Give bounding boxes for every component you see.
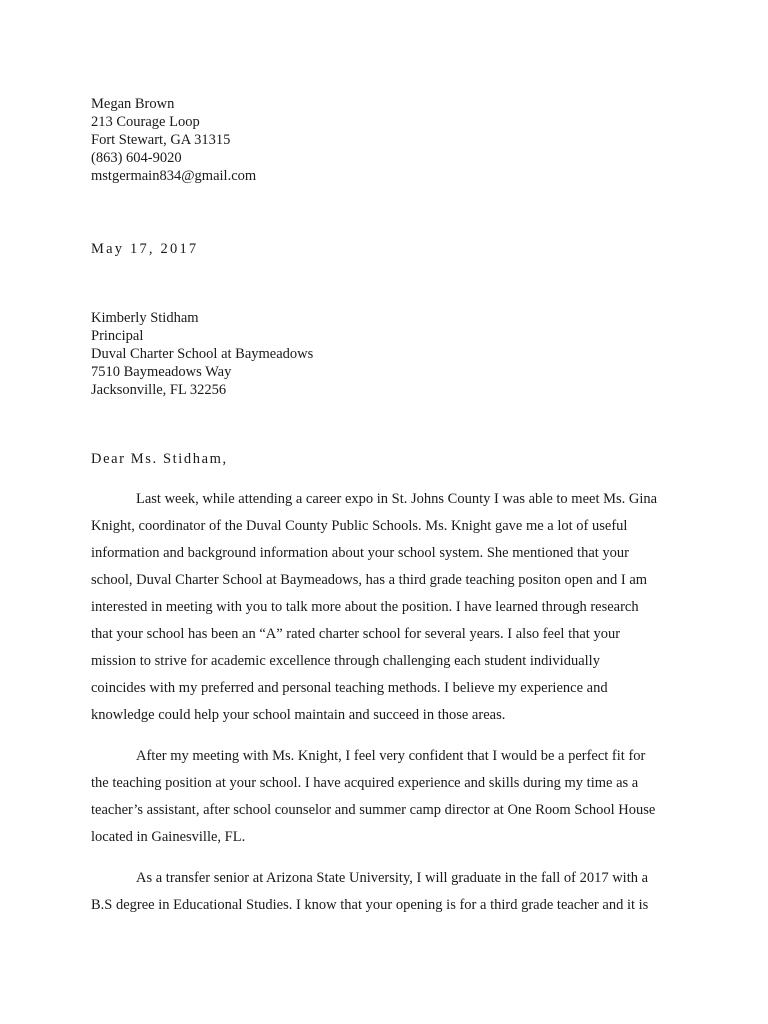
paragraph-line: teacher’s assistant, after school counselor and summer camp director at One Room School House bbox=[91, 802, 656, 818]
body-paragraph-2 bbox=[91, 747, 681, 855]
sender-address-block bbox=[91, 95, 256, 185]
paragraph-line: Knight, coordinator of the Duval County Public Schools. Ms. Knight gave me a lot of useful bbox=[91, 518, 628, 534]
paragraph-line: coincides with my preferred and personal teaching methods. I believe my experience and bbox=[91, 680, 608, 696]
paragraph-line: located in Gainesville, FL. bbox=[91, 829, 246, 845]
salutation-text: Dear Ms. Stidham, bbox=[91, 451, 228, 467]
paragraph-line: B.S degree in Educational Studies. I know that your opening is for a third grade teacher and it is bbox=[91, 897, 649, 913]
paragraph-line: As a transfer senior at Arizona State University, I will graduate in the fall of 2017 with a bbox=[136, 870, 649, 886]
sender-street: 213 Courage Loop bbox=[91, 114, 200, 130]
date-text: May 17, 2017 bbox=[91, 241, 199, 257]
paragraph-line: school, Duval Charter School at Baymeadows, has a third grade teaching positon open and I am bbox=[91, 572, 648, 588]
paragraph-line: that your school has been an “A” rated charter school for several years. I also feel that your bbox=[91, 626, 621, 642]
recipient-title: Principal bbox=[91, 328, 144, 344]
recipient-organization: Duval Charter School at Baymeadows bbox=[91, 346, 314, 362]
recipient-street: 7510 Baymeadows Way bbox=[91, 364, 232, 380]
salutation bbox=[91, 450, 228, 468]
sender-phone: (863) 604-9020 bbox=[91, 150, 182, 166]
paragraph-line: information and background information about your school system. She mentioned that your bbox=[91, 545, 630, 561]
body-paragraph-1 bbox=[91, 490, 681, 733]
paragraph-line: knowledge could help your school maintain and succeed in those areas. bbox=[91, 707, 506, 723]
sender-email: mstgermain834@gmail.com bbox=[91, 168, 257, 184]
recipient-name: Kimberly Stidham bbox=[91, 310, 199, 326]
sender-city-state-zip: Fort Stewart, GA 31315 bbox=[91, 132, 231, 148]
body-paragraph-3 bbox=[91, 869, 681, 923]
paragraph-line: After my meeting with Ms. Knight, I feel very confident that I would be a perfect fit for bbox=[136, 748, 646, 764]
paragraph-line: mission to strive for academic excellence through challenging each student individually bbox=[91, 653, 600, 669]
letter-date bbox=[91, 240, 198, 258]
recipient-city-state-zip: Jacksonville, FL 32256 bbox=[91, 382, 227, 398]
paragraph-line: the teaching position at your school. I have acquired experience and skills during my time as a bbox=[91, 775, 639, 791]
paragraph-line: Last week, while attending a career expo in St. Johns County I was able to meet Ms. Gina bbox=[136, 491, 658, 507]
recipient-address-block bbox=[91, 309, 313, 399]
sender-name: Megan Brown bbox=[91, 96, 175, 112]
paragraph-line: interested in meeting with you to talk more about the position. I have learned through research bbox=[91, 599, 639, 615]
